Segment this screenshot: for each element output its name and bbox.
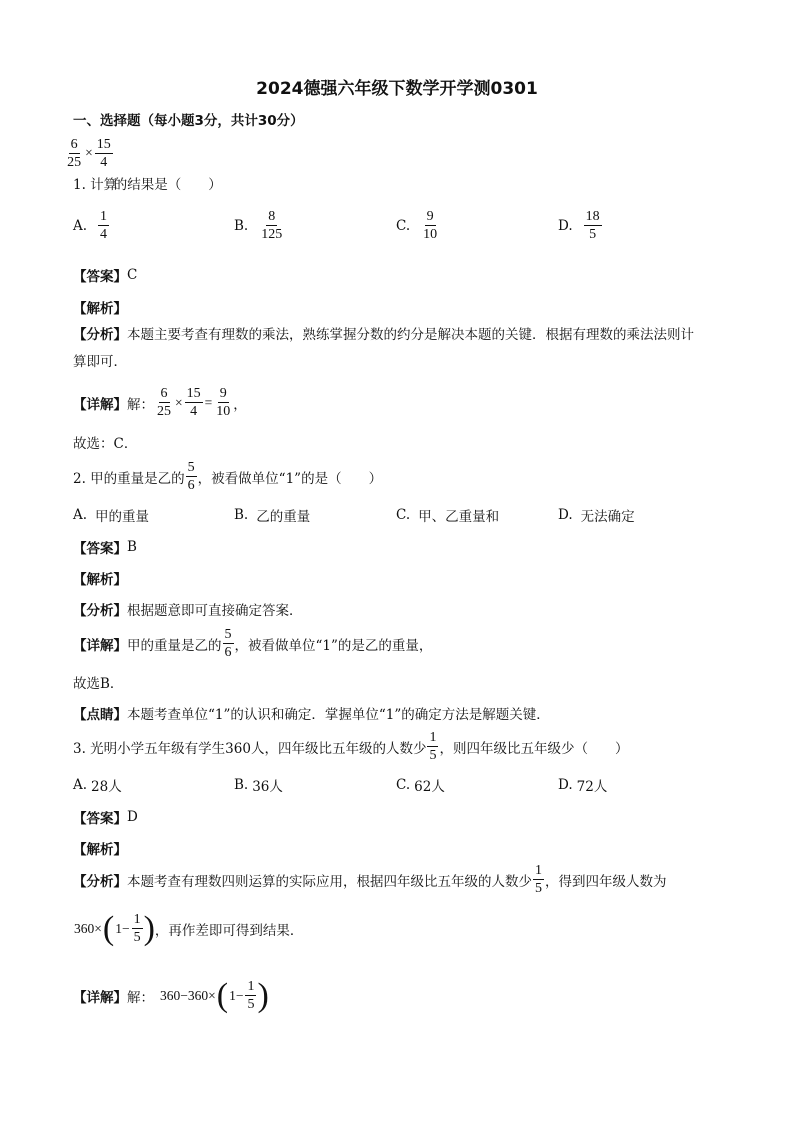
q1-jiexi: 【解析】: [73, 301, 127, 317]
q2-xiangjie: 【详解】 甲的重量是乙的 $\frac{5}{6}$ ，被看做单位“1”的是乙的重量，: [73, 627, 433, 660]
q1-frac-1: $\frac{6}{25}$: [67, 136, 82, 170]
left-paren: (: [216, 976, 229, 1014]
times-sign: ×: [85, 145, 93, 160]
q2-option-d: D. 无法确定: [558, 507, 635, 525]
q2-answer: 【答案】 B: [73, 539, 137, 557]
left-paren: (: [102, 909, 115, 947]
q1-option-d: D. $\frac{18}{5}$: [558, 209, 600, 242]
question-3: 3. 光明小学五年级有学生360人，四年级比五年级的人数少 $\frac{1}{5}$ ，则四年级比五年级少（ ）: [73, 730, 629, 763]
right-paren: ): [143, 909, 155, 947]
q3-fenxi: 【分析】 本题考查有理数四则运算的实际应用，根据四年级比五年级的人数少 $\frac{1}{5}$ ，得到四年级人数为: [73, 863, 667, 896]
q2-option-a: A. 甲的重量: [73, 507, 150, 525]
q1-xiangjie: 【详解】 解： $\frac{6}{25}$ × $\frac{15}{4}$ = $\frac{9}{10}$ ，: [73, 386, 247, 419]
q3-option-c: C. 62人: [396, 777, 445, 795]
q3-xiangjie: 【详解】 解： 360−360× ( 1− $\frac{1}{5}$ ): [73, 976, 269, 1014]
q2-option-c: C. 甲、乙重量和: [396, 507, 500, 525]
q3-option-a: A. 28人: [73, 777, 122, 795]
q1-answer: 【答案】 C: [73, 267, 138, 285]
q1-frac-2: $\frac{15}{4}$: [96, 136, 111, 170]
q2-guxuan: 故选B．: [73, 676, 124, 692]
q3-option-b: B. 36人: [234, 777, 283, 795]
q1-guxuan: 故选：C．: [73, 436, 138, 452]
question-1: [67, 136, 222, 193]
q3-option-d: D. 72人: [558, 777, 608, 795]
q1-suffix: 的结果是（ ）: [113, 177, 222, 193]
q1-option-a: A. $\frac{1}{4}$: [73, 209, 108, 242]
page-title: 2024德强六年级下数学开学测0301: [256, 79, 538, 99]
q3-answer: 【答案】 D: [73, 809, 138, 827]
section-heading: 一、选择题（每小题3分，共计30分）: [73, 113, 304, 129]
q2-option-b: B. 乙的重量: [234, 507, 311, 525]
q1-fenxi: 【分析】本题主要考查有理数的乘法，熟练掌握分数的约分是解决本题的关键．根据有理数的乘法法则计 算即可．: [73, 327, 694, 370]
q2-fenxi: 【分析】 根据题意即可直接确定答案．: [73, 603, 303, 619]
q3-expression: 360× ( 1− $\frac{1}{5}$ ) ，再作差即可得到结果．: [74, 909, 304, 947]
q2-dianjing: 【点睛】 本题考查单位“1”的认识和确定．掌握单位“1”的确定方法是解题关键．: [73, 707, 550, 723]
q1-prefix: 1. 计算: [73, 177, 118, 193]
question-2: 2. 甲的重量是乙的 $\frac{5}{6}$ ，被看做单位“1”的是（ ）: [73, 460, 383, 493]
q3-jiexi: 【解析】: [73, 842, 127, 858]
right-paren: ): [257, 976, 269, 1014]
q1-option-b: B. $\frac{8}{125}$: [234, 209, 283, 242]
q2-jiexi: 【解析】: [73, 572, 127, 588]
q1-option-c: C. $\frac{9}{10}$: [396, 209, 438, 242]
